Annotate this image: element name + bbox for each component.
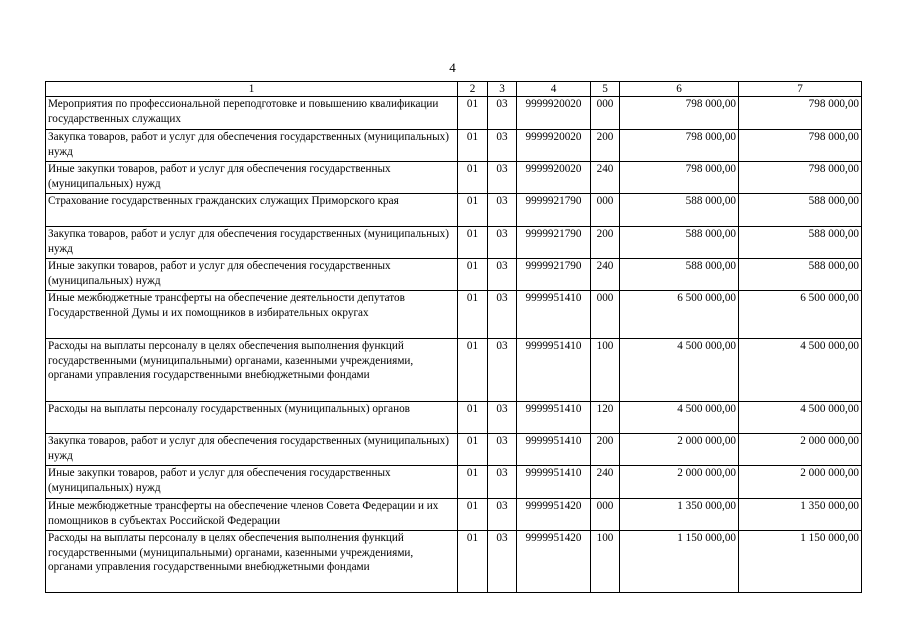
row-amount-6: 798 000,00 <box>620 97 739 130</box>
table-row <box>46 227 862 259</box>
row-name: Закупка товаров, работ и услуг для обеспечения государственных (муниципальных) нужд <box>46 130 458 162</box>
row-amount-7: 1 150 000,00 <box>739 531 862 593</box>
row-section: 01 <box>458 227 488 259</box>
row-subsection: 03 <box>488 259 517 291</box>
row-section: 01 <box>458 130 488 162</box>
table-row <box>46 434 862 466</box>
row-subsection: 03 <box>488 97 517 130</box>
row-expense-type: 000 <box>591 194 620 227</box>
row-target-article: 9999951410 <box>517 434 591 466</box>
row-amount-6: 6 500 000,00 <box>620 291 739 339</box>
row-subsection: 03 <box>488 466 517 499</box>
row-amount-6: 2 000 000,00 <box>620 434 739 466</box>
row-section: 01 <box>458 194 488 227</box>
row-target-article: 9999921790 <box>517 259 591 291</box>
row-name: Иные закупки товаров, работ и услуг для обеспечения государственных (муниципальных) нужд <box>46 162 458 194</box>
table-row <box>46 97 862 130</box>
row-amount-6: 4 500 000,00 <box>620 402 739 434</box>
row-target-article: 9999920020 <box>517 162 591 194</box>
row-amount-7: 4 500 000,00 <box>739 339 862 402</box>
budget-table <box>45 81 862 593</box>
row-section: 01 <box>458 499 488 531</box>
column-header-7: 7 <box>739 82 862 97</box>
row-expense-type: 120 <box>591 402 620 434</box>
page-number: 4 <box>449 60 456 75</box>
table-row <box>46 259 862 291</box>
row-subsection: 03 <box>488 339 517 402</box>
row-expense-type: 000 <box>591 499 620 531</box>
header-row <box>46 82 862 97</box>
table-row <box>46 291 862 339</box>
column-header-2: 2 <box>458 82 488 97</box>
row-subsection: 03 <box>488 130 517 162</box>
row-name: Расходы на выплаты персоналу в целях обеспечения выполнения функций государственными (муниципальными) органами, казенными учреждениями, органами управления государственными внебюджетными фондами <box>46 531 458 593</box>
row-section: 01 <box>458 531 488 593</box>
row-amount-7: 798 000,00 <box>739 130 862 162</box>
column-header-1: 1 <box>46 82 458 97</box>
table-row <box>46 339 862 402</box>
row-amount-6: 588 000,00 <box>620 227 739 259</box>
row-expense-type: 200 <box>591 434 620 466</box>
column-header-6: 6 <box>620 82 739 97</box>
row-section: 01 <box>458 466 488 499</box>
row-expense-type: 000 <box>591 291 620 339</box>
table-row <box>46 531 862 593</box>
row-name: Мероприятия по профессиональной переподготовке и повышению квалификации государственных служащих <box>46 97 458 130</box>
table-row <box>46 499 862 531</box>
row-target-article: 9999920020 <box>517 97 591 130</box>
row-target-article: 9999951420 <box>517 531 591 593</box>
row-expense-type: 240 <box>591 259 620 291</box>
row-amount-7: 588 000,00 <box>739 259 862 291</box>
row-name: Страхование государственных гражданских служащих Приморского края <box>46 194 458 227</box>
row-name: Расходы на выплаты персоналу в целях обеспечения выполнения функций государственными (муниципальными) органами, казенными учреждениями, органами управления государственными внебюджетными фондами <box>46 339 458 402</box>
row-amount-7: 798 000,00 <box>739 97 862 130</box>
table-row <box>46 130 862 162</box>
row-amount-6: 588 000,00 <box>620 259 739 291</box>
row-target-article: 9999920020 <box>517 130 591 162</box>
row-amount-7: 4 500 000,00 <box>739 402 862 434</box>
row-amount-7: 798 000,00 <box>739 162 862 194</box>
row-expense-type: 100 <box>591 339 620 402</box>
row-section: 01 <box>458 291 488 339</box>
row-name: Закупка товаров, работ и услуг для обеспечения государственных (муниципальных) нужд <box>46 434 458 466</box>
row-expense-type: 240 <box>591 466 620 499</box>
row-amount-6: 798 000,00 <box>620 130 739 162</box>
row-section: 01 <box>458 434 488 466</box>
row-subsection: 03 <box>488 194 517 227</box>
row-amount-6: 2 000 000,00 <box>620 466 739 499</box>
column-header-3: 3 <box>488 82 517 97</box>
row-amount-6: 588 000,00 <box>620 194 739 227</box>
row-name: Иные закупки товаров, работ и услуг для обеспечения государственных (муниципальных) нужд <box>46 259 458 291</box>
row-name: Закупка товаров, работ и услуг для обеспечения государственных (муниципальных) нужд <box>46 227 458 259</box>
row-target-article: 9999951410 <box>517 291 591 339</box>
row-amount-7: 588 000,00 <box>739 194 862 227</box>
row-expense-type: 000 <box>591 97 620 130</box>
row-amount-6: 1 150 000,00 <box>620 531 739 593</box>
row-amount-7: 2 000 000,00 <box>739 466 862 499</box>
row-name: Расходы на выплаты персоналу государственных (муниципальных) органов <box>46 402 458 434</box>
row-target-article: 9999951410 <box>517 466 591 499</box>
row-subsection: 03 <box>488 499 517 531</box>
row-subsection: 03 <box>488 291 517 339</box>
table-row <box>46 402 862 434</box>
row-target-article: 9999921790 <box>517 227 591 259</box>
row-amount-7: 2 000 000,00 <box>739 434 862 466</box>
row-name: Иные межбюджетные трансферты на обеспечение членов Совета Федерации и их помощников в субъектах Российской Федерации <box>46 499 458 531</box>
row-section: 01 <box>458 162 488 194</box>
row-amount-6: 4 500 000,00 <box>620 339 739 402</box>
row-section: 01 <box>458 339 488 402</box>
row-subsection: 03 <box>488 434 517 466</box>
row-section: 01 <box>458 97 488 130</box>
row-section: 01 <box>458 259 488 291</box>
row-subsection: 03 <box>488 531 517 593</box>
row-subsection: 03 <box>488 162 517 194</box>
row-expense-type: 200 <box>591 227 620 259</box>
row-subsection: 03 <box>488 227 517 259</box>
row-name: Иные закупки товаров, работ и услуг для обеспечения государственных (муниципальных) нужд <box>46 466 458 499</box>
row-amount-7: 6 500 000,00 <box>739 291 862 339</box>
row-expense-type: 240 <box>591 162 620 194</box>
row-subsection: 03 <box>488 402 517 434</box>
row-target-article: 9999951410 <box>517 339 591 402</box>
row-section: 01 <box>458 402 488 434</box>
row-expense-type: 100 <box>591 531 620 593</box>
row-target-article: 9999921790 <box>517 194 591 227</box>
row-amount-6: 798 000,00 <box>620 162 739 194</box>
row-amount-6: 1 350 000,00 <box>620 499 739 531</box>
column-header-5: 5 <box>591 82 620 97</box>
table-row <box>46 466 862 499</box>
row-target-article: 9999951410 <box>517 402 591 434</box>
row-amount-7: 588 000,00 <box>739 227 862 259</box>
column-header-4: 4 <box>517 82 591 97</box>
row-expense-type: 200 <box>591 130 620 162</box>
table-row <box>46 194 862 227</box>
row-name: Иные межбюджетные трансферты на обеспечение деятельности депутатов Государственной Думы и их помощников в избирательных округах <box>46 291 458 339</box>
table-row <box>46 162 862 194</box>
row-amount-7: 1 350 000,00 <box>739 499 862 531</box>
row-target-article: 9999951420 <box>517 499 591 531</box>
